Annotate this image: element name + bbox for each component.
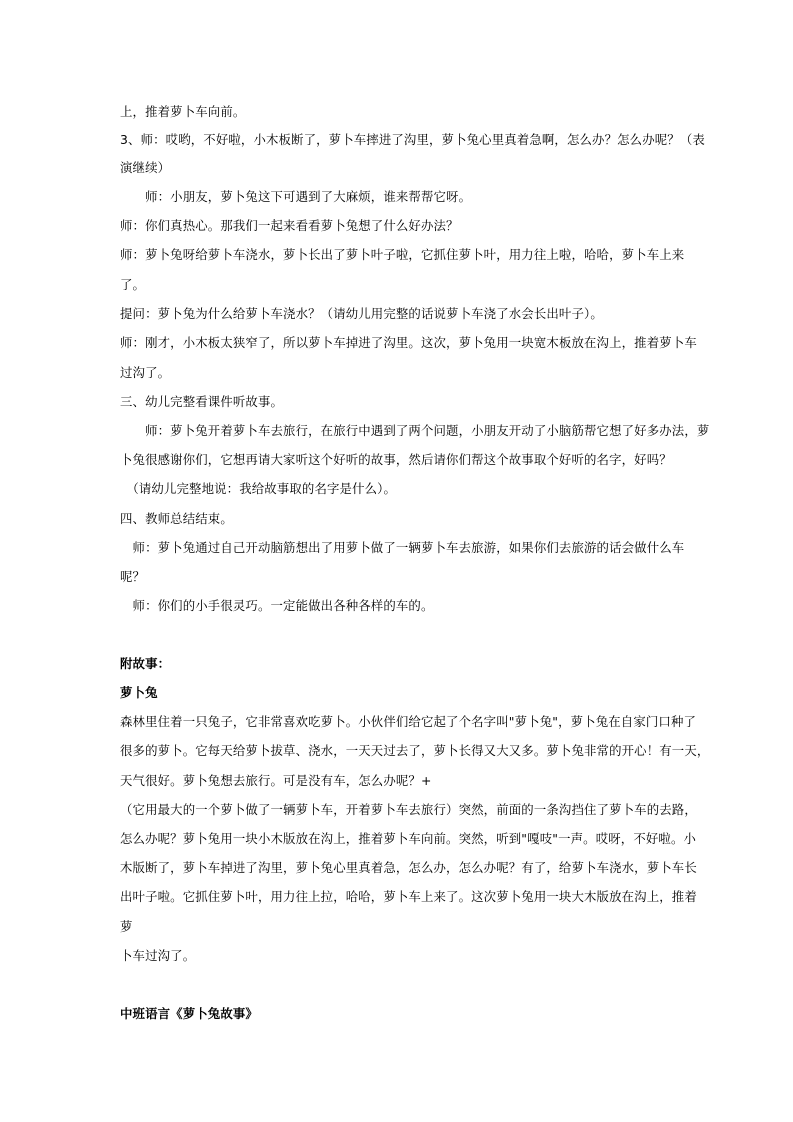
text-line: 怎么办呢？萝卜兔用一块小木版放在沟上，推着萝卜车向前。突然，听到"嘎吱"一声。哎呀，不好啦。小 [120,831,697,846]
text-line: 萝 [120,919,133,934]
text-line: 3、师：哎哟，不好啦，小木板断了，萝卜车摔进了沟里，萝卜兔心里真着急啊，怎么办？怎么办呢？（表 [120,132,705,147]
text-line: 出叶子啦。它抓住萝卜叶，用力往上拉，哈哈，萝卜车上来了。这次萝卜兔用一块大木版放在沟上，推着 [120,889,697,904]
text-line: 师：刚才，小木板太狭窄了，所以萝卜车掉进了沟里。这次，萝卜兔用一块宽木板放在沟上，推着萝卜车 [120,335,697,350]
text-line: （它用最大的一个萝卜做了一辆萝卜车，开着萝卜车去旅行）突然，前面的一条沟挡住了萝卜车的去路， [120,802,697,817]
text-line: 很多的萝卜。它每天给萝卜拔草、浇水，一天天过去了，萝卜长得又大又多。萝卜兔非常的开心！有一天， [120,743,710,758]
section-heading: 四、教师总结结束。 [120,511,233,526]
text-line: 卜车过沟了。 [120,948,196,963]
text-line: 天气很好。萝卜兔想去旅行。可是没有车，怎么办呢？+ [120,773,432,788]
text-line: 卜兔很感谢你们，它想再请大家听这个好听的故事，然后请你们帮这个故事取个好听的名字，好吗？ [120,452,672,467]
text-line: 上，推着萝卜车向前。 [120,104,246,119]
text-line: 师：小朋友，萝卜兔这下可遇到了大麻烦，谁来帮帮它呀。 [120,189,472,204]
text-line: （请幼儿完整地说：我给故事取的名字是什么）。 [120,481,397,496]
text-line: 呢？ [120,569,146,584]
text-line: 演继续） [120,160,171,175]
text-line: 师：萝卜兔呀给萝卜车浇水，萝卜长出了萝卜叶子啦，它抓住萝卜叶，用力往上啦，哈哈，萝卜车上来 [120,247,685,262]
text-line: 森林里住着一只兔子，它非常喜欢吃萝卜。小伙伴们给它起了个名字叫"萝卜兔"，萝卜兔在自家门口种了 [120,714,697,729]
text-line: 过沟了。 [120,365,171,380]
document-title: 中班语言《萝卜兔故事》 [120,1006,258,1021]
text-line: 师：萝卜兔开着萝卜车去旅行，在旅行中遇到了两个问题，小朋友开动了小脑筋帮它想了好多办法，萝 [120,423,710,438]
appendix-heading: 附故事： [120,656,171,671]
story-title: 萝卜兔 [120,685,158,700]
text-line: 师：你们真热心。那我们一起来看看萝卜兔想了什么好办法？ [120,218,459,233]
text-line: 了。 [120,277,146,292]
text-line: 师：萝卜兔通过自己开动脑筋想出了用萝卜做了一辆萝卜车去旅游，如果你们去旅游的话会做什么车 [120,540,685,555]
text-line: 师：你们的小手很灵巧。一定能做出各种各样的车的。 [120,598,434,613]
section-heading: 三、幼儿完整看课件听故事。 [120,394,284,409]
text-line: 提问：萝卜兔为什么给萝卜车浇水？（请幼儿用完整的话说萝卜车浇了水会长出叶子）。 [120,306,603,321]
text-line: 木版断了，萝卜车掉进了沟里，萝卜兔心里真着急，怎么办，怎么办呢？有了，给萝卜车浇水，萝卜车长 [120,860,697,875]
